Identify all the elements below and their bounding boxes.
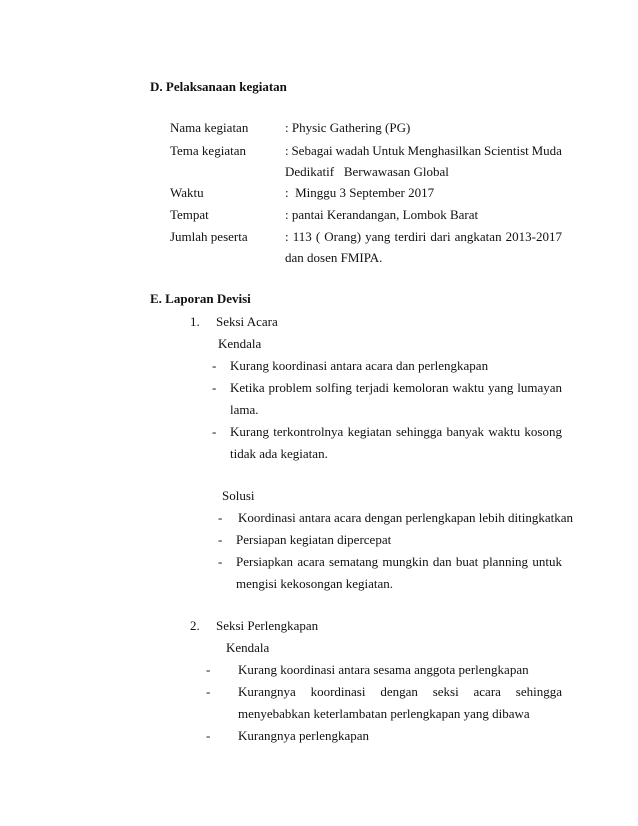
kendala-item: Kurang koordinasi antara acara dan perlengkapan [230,358,489,373]
word: dengan [380,684,418,699]
row-value-tema-line2: Dedikatif Berwawasan Global [285,164,449,179]
word: kemoloran [392,380,449,395]
row-value-tema-line1 [285,143,562,159]
solusi-item: Persiapan kegiatan dipercepat [236,532,392,547]
kendala-item-line1 [230,424,562,440]
word: Kurangnya [238,684,296,699]
word: terjadi [355,380,389,395]
bullet: - [206,728,211,743]
kendala-label: Kendala [218,336,262,351]
word: 113 [292,229,312,244]
word: seksi [432,684,459,699]
word: dari [430,229,451,244]
word: Kurang [230,424,269,439]
kendala-item-line1 [238,684,562,700]
bullet: - [206,662,211,677]
word: 2013-2017 [505,229,562,244]
row-value-nama: : Physic Gathering (PG) [285,120,411,135]
word: Muda [531,143,562,158]
section-d-heading: D. Pelaksanaan kegiatan [150,79,287,94]
bullet: - [206,684,211,699]
solusi-item: Koordinasi antara acara dengan perlengkapan lebih ditingkatkan [238,510,573,525]
word: acara [473,684,501,699]
word: banyak [446,424,485,439]
word: Scientist [484,143,529,158]
solusi-item-line1 [236,554,562,570]
kendala-item-line1 [230,380,562,396]
row-value-waktu: : Minggu 3 September 2017 [285,185,435,200]
word: sehingga [395,424,443,439]
bullet: - [218,554,223,569]
word: : [285,143,289,158]
bullet: - [212,358,217,373]
word: Orang) [324,229,362,244]
word: angkatan [454,229,502,244]
row-value-tempat: : pantai Kerandangan, Lombok Barat [285,207,479,222]
word: problem [268,380,312,395]
word: acara [297,554,325,569]
word: : [285,229,289,244]
bullet: - [212,380,217,395]
kendala-item: Kurang koordinasi antara sesama anggota perlengkapan [238,662,529,677]
item-number-2: 2. [190,618,200,633]
word: lumayan [517,380,562,395]
solusi-label: Solusi [222,488,255,503]
bullet: - [218,510,223,525]
word: planning [482,554,529,569]
bullet: - [212,424,217,439]
row-label-jumlah: Jumlah peserta [170,229,248,244]
word: Persiapkan [236,554,294,569]
item-title-seksi-perlengkapan: Seksi Perlengkapan [216,618,319,633]
bullet: - [218,532,223,547]
item-number-1: 1. [190,314,200,329]
row-label-tempat: Tempat [170,207,209,222]
word: Menghasilkan [407,143,482,158]
word: terkontrolnya [273,424,344,439]
word: kegiatan [347,424,392,439]
word: sehingga [515,684,562,699]
kendala-item-line2: lama. [230,402,259,417]
word: waktu [488,424,521,439]
word: Untuk [372,143,405,158]
word: wadah [335,143,370,158]
solusi-item-line2: mengisi kekosongan kegiatan. [236,576,394,591]
kendala-item-line2: tidak ada kegiatan. [230,446,328,461]
word: ( [315,229,321,244]
word: kosong [524,424,562,439]
word: koordinasi [310,684,366,699]
word: Ketika [230,380,265,395]
word: solfing [315,380,352,395]
word: buat [455,554,479,569]
kendala-item-line2: menyebabkan keterlambatan perlengkapan yang dibawa [238,706,530,721]
row-label-tema: Tema kegiatan [170,143,246,158]
word: mungkin [382,554,429,569]
word: untuk [532,554,562,569]
word: yang [488,380,514,395]
item-title-seksi-acara: Seksi Acara [216,314,278,329]
row-label-waktu: Waktu [170,185,204,200]
kendala-item: Kurangnya perlengkapan [238,728,370,743]
word: terdiri [394,229,427,244]
kendala-label: Kendala [226,640,270,655]
word: sematang [329,554,379,569]
section-e-heading: E. Laporan Devisi [150,291,251,306]
word: Sebagai [291,143,333,158]
word: yang [365,229,391,244]
row-value-jumlah-line2: dan dosen FMIPA. [285,250,383,265]
word: dan [432,554,452,569]
word: waktu [452,380,485,395]
row-value-jumlah-line1 [285,229,562,245]
row-label-nama: Nama kegiatan [170,120,249,135]
